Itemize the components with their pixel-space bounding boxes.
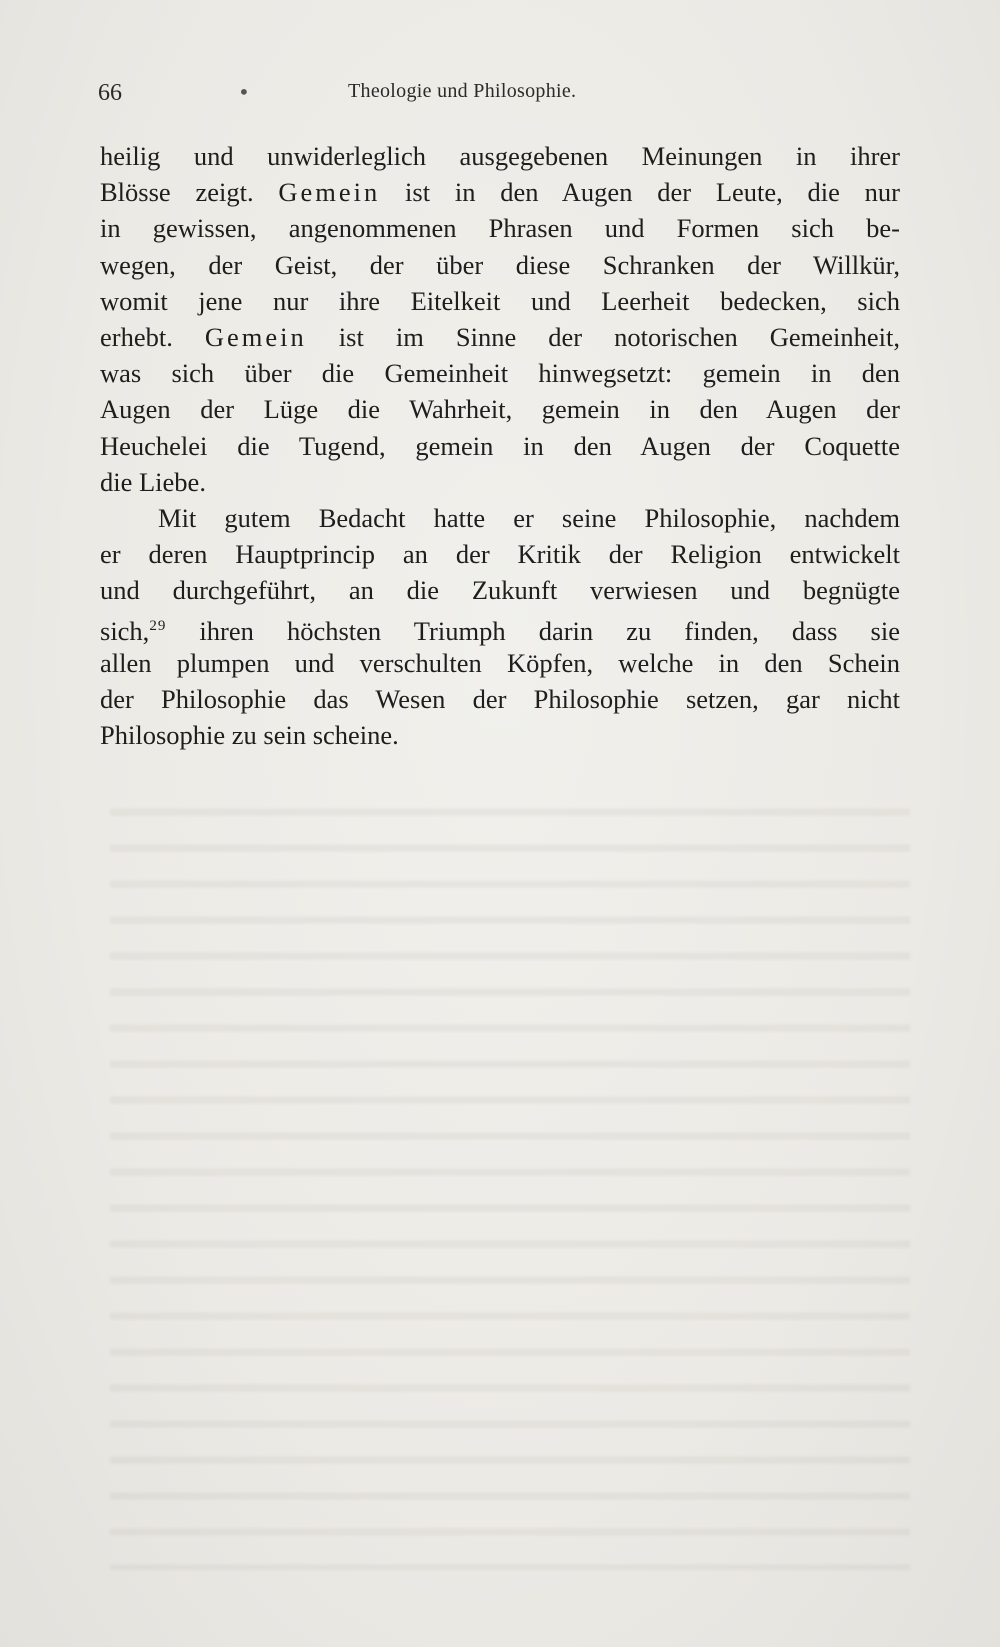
text-line: Heuchelei die Tugend, gemein in den Augen der Coquette <box>100 430 900 461</box>
text-span: Blösse zeigt. <box>100 177 254 208</box>
text-line: in gewissen, angenommenen Phrasen und Formen sich be- <box>100 213 900 244</box>
text-line: wegen, der Geist, der über diese Schranken der Willkür, <box>100 249 900 280</box>
page-header <box>98 80 898 110</box>
text-line: Mit gutem Bedacht hatte er seine Philosophie, nachdem <box>158 502 900 533</box>
footnote-marker: 29 <box>149 618 167 635</box>
body-text <box>100 138 900 753</box>
text-span: ist in den Augen der Leute, die nur <box>405 177 901 208</box>
text-line: er deren Hauptprincip an der Kritik der Religion entwickelt <box>100 539 900 570</box>
emphasis-gemein: Gemein <box>278 177 381 208</box>
text-line: die Liebe. <box>100 466 206 497</box>
text-span: ihren höchsten Triumph darin zu finden, dass sie <box>199 616 900 647</box>
text-span: ist im Sinne der notorischen Gemeinheit, <box>338 321 901 352</box>
paragraph-1 <box>100 138 900 500</box>
emphasis-gemein: Gemein <box>204 321 307 352</box>
text-line <box>100 319 900 355</box>
text-span: erhebt. <box>100 321 173 352</box>
text-line <box>100 608 900 647</box>
page-number: 66 <box>98 80 122 106</box>
text-line <box>100 174 900 210</box>
paragraph-2 <box>100 500 900 753</box>
text-line: heilig und unwiderleglich ausgegebenen Meinungen in ihrer <box>100 141 900 171</box>
text-line: Augen der Lüge die Wahrheit, gemein in den Augen der <box>100 394 900 425</box>
text-line: was sich über die Gemeinheit hinwegsetzt: gemein in den <box>100 358 900 389</box>
text-line: und durchgeführt, an die Zukunft verwiesen und begnügte <box>100 575 900 606</box>
text-line: womit jene nur ihre Eitelkeit und Leerheit bedecken, sich <box>100 285 900 316</box>
text-line: der Philosophie das Wesen der Philosophie setzen, gar nicht <box>100 683 900 714</box>
text-line: allen plumpen und verschulten Köpfen, welche in den Schein <box>100 647 900 678</box>
text-span: sich, <box>100 616 150 647</box>
text-line: Philosophie zu sein scheine. <box>100 720 399 750</box>
bleed-through-shadow <box>110 790 910 1570</box>
header-dot: • <box>238 80 250 104</box>
running-head: Theologie und Philosophie. <box>348 80 577 102</box>
